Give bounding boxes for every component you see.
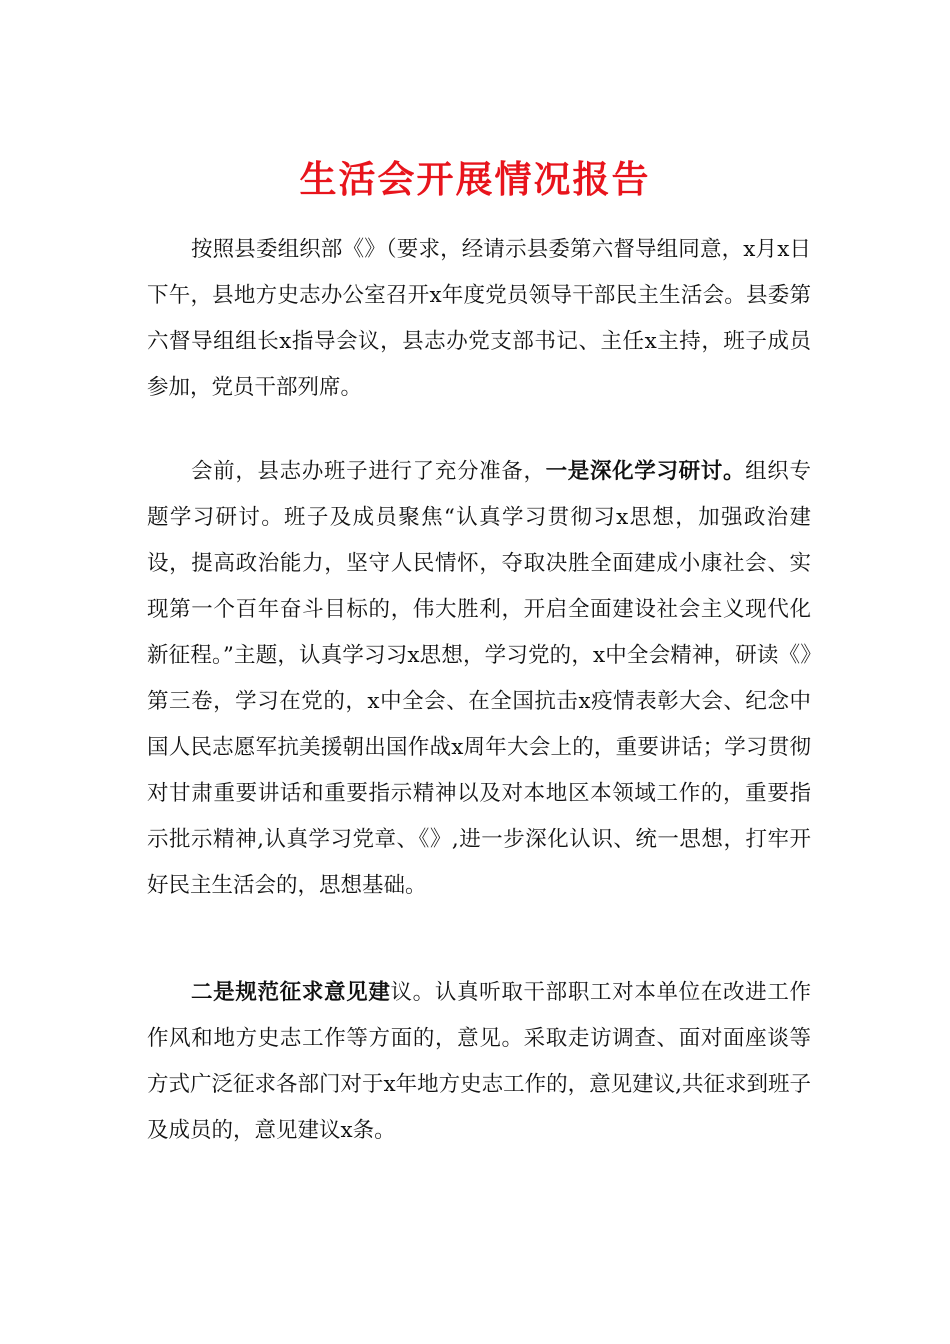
paragraph-opinions [147,970,811,1154]
paragraph-study [147,449,811,909]
paragraph-text: 按照县委组织部《》（要求，经请示县委第六督导组同意，x月x日下午，县地方史志办公室召开x年度党员领导干部民主生活会。县委第六督导组组长x指导会议，县志办党支部书记、主任x主持，班子成员参加，党员干部列席。 [147,237,811,400]
paragraph-text: 组织专题学习研讨。班子及成员聚焦“认真学习贯彻习x思想，加强政治建设，提高政治能力，坚守人民情怀，夺取决胜全面建成小康社会、实现第一个百年奋斗目标的，伟大胜利，开启全面建设社会主义现代化新征程。”主题，认真学习习x思想，学习党的，x中全会精神，研读《》第三卷，学习在党的，x中全会、在全国抗击x疫情表彰大会、纪念中国人民志愿军抗美援朝出国作战x周年大会上的，重要讲话；学习贯彻对甘肃重要讲话和重要指示精神以及对本地区本领域工作的，重要指示批示精神,认真学习党章、《》,进一步深化认识、统一思想，打牢开好民主生活会的，思想基础。 [147,459,811,898]
paragraph-intro [147,227,811,411]
paragraph-text: 会前，县志办班子进行了充分准备， [191,459,546,484]
paragraph-text: 议。认真听取干部职工对本单位在改进工作作风和地方史志工作等方面的，意见。采取走访调查、面对面座谈等方式广泛征求各部门对于x年地方史志工作的，意见建议,共征求到班子及成员的，意见建议x条。 [147,980,811,1143]
paragraph-bold-heading: 一是深化学习研讨。 [545,459,746,484]
paragraph-bold-heading: 二是规范征求意见建 [191,980,391,1005]
document-title: 生活会开展情况报告 [299,157,651,201]
